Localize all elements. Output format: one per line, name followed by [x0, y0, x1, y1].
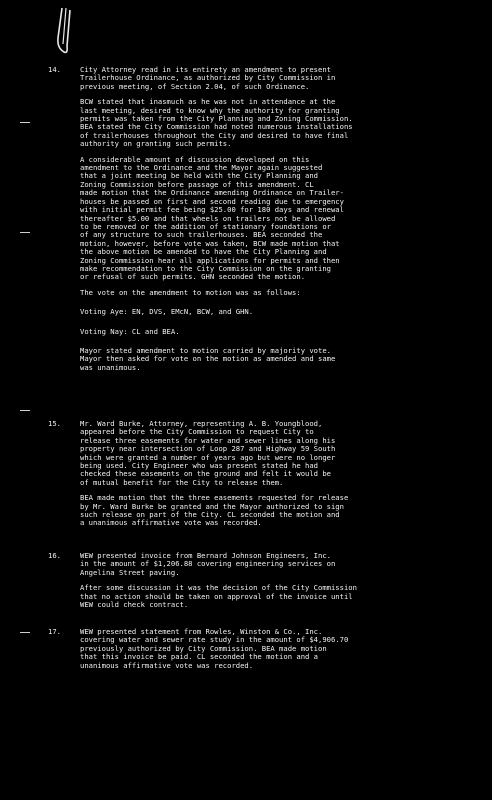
item-body: [80, 420, 448, 535]
item-number: 16.: [48, 551, 61, 560]
item-paragraph: WEW presented statement from Rowles, Winston & Co., Inc. covering water and sewer rate study in the amount of $4,906.70 previously authorized by City Commission. BEA made motion that this invoice be paid. CL seconded the motion and a unanimous affirmative vote was recorded.: [80, 627, 349, 670]
item-body: [80, 628, 448, 677]
margin-tick-mark: [20, 632, 30, 633]
margin-tick-mark: [20, 410, 30, 411]
item-paragraph: BCW stated that inasmuch as he was not in attendance at the last meeting, desired to know why the authority for granting permits was taken from the City Planning and Zoning Commission. BEA stated the City Commission had noted numerous installations of trailerhouses throughout the City and desired to have final authority on granting such permits.: [80, 97, 353, 149]
margin-tick-mark: [20, 232, 30, 233]
item-paragraph: After some discussion it was the decision of the City Commission that no action should be taken on approval of the invoice until WEW could check contract.: [80, 583, 357, 610]
item-number: 14.: [48, 65, 61, 74]
item-body: [80, 66, 448, 379]
item-paragraph: A considerable amount of discussion developed on this amendment to the Ordinance and the Mayor again suggested that a joint meeting be held with the City Planning and Zoning Commission before passage of this amendment. CL made motion that the Ordinance amending Ordinance on Trailer- houses be passed on first and second reading due to emergency with initial permit fee being $25.00 for 180 days and renewal thereafter $5.00 and that wheels on trailers not be allowed to be removed or the addition of stationary foundations or of any structure to such trailerhouses. BEA seconded the motion, however, before vote was taken, BCW made motion that the above motion be amended to have the City Planning and Zoning Commission hear all applications for permits and then make recommendation to the City Commission on the granting or refusal of such permits. GHN seconded the motion.: [80, 154, 344, 282]
item-body: [80, 552, 448, 616]
item-number: 17.: [48, 627, 61, 636]
item-paragraph: WEW presented invoice from Bernard Johnson Engineers, Inc. in the amount of $1,206.88 covering engineering services on Angelina Street paving.: [80, 551, 336, 577]
item-paragraph: Mayor stated amendment to motion carried by majority vote. Mayor then asked for vote on the motion as amended and same was unanimous.: [80, 345, 336, 372]
item-number: 15.: [48, 419, 61, 428]
item-paragraph: The vote on the amendment to motion was as follows:: [80, 287, 301, 297]
item-paragraph: BEA made motion that the three easements requested for release by Mr. Ward Burke be granted and the Mayor authorized to sign such release on part of the City. CL seconded the motion and a unanimous affirmative vote was recorded.: [80, 493, 349, 528]
vote-aye-line: Voting Aye: EN, DVS, EMcN, BCW, and GHN.: [80, 307, 254, 317]
margin-tick-mark: [20, 122, 30, 123]
item-paragraph: Mr. Ward Burke, Attorney, representing A. B. Youngblood, appeared before the City Commission to request City to release three easements for water and sewer lines along his property near intersection of Loop 287 and Highway 59 South which were granted a number of years ago but were no longer being used. City Engineer who was present stated he had checked these easements on the ground and felt it would be of mutual benefit for the City to release them.: [80, 419, 336, 487]
item-paragraph: City Attorney read in its entirety an amendment to present Trailerhouse Ordinance, as authorized by City Commission in previous meeting, of Section 2.04, of such Ordinance.: [80, 65, 336, 91]
margin-scribble-mark: [54, 8, 76, 60]
vote-nay-line: Voting Nay: CL and BEA.: [80, 326, 180, 336]
